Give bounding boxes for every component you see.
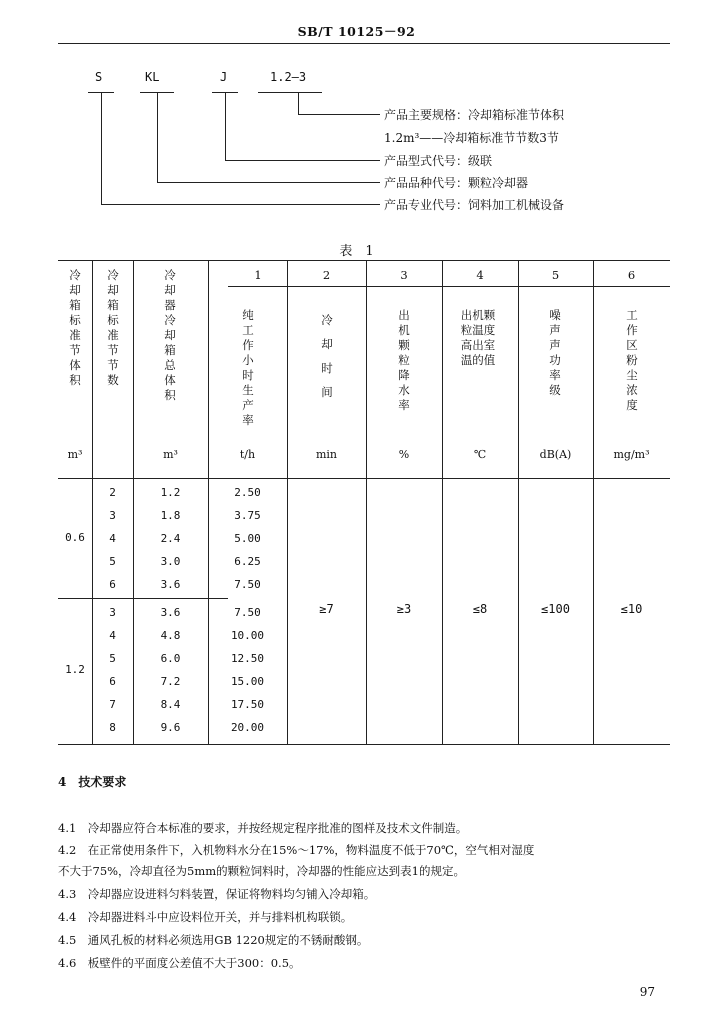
- paragraph-4-1: 4.1 冷却器应符合本标准的要求，并按经规定程序批准的图样及技术文件制造。: [58, 821, 468, 835]
- table-row: 3.6: [160, 606, 181, 619]
- table-row: 1.8: [160, 509, 181, 522]
- table-bottom-rule: [58, 744, 670, 745]
- table-row: 2.50: [234, 486, 261, 499]
- col-rule-3: [208, 260, 209, 744]
- header-rule: [58, 43, 670, 44]
- table-row: 4: [109, 629, 116, 642]
- col-rule-1: [92, 260, 93, 744]
- tick-spec: [258, 92, 322, 93]
- leader-spec-h: [298, 114, 380, 115]
- leader-kl-h: [157, 182, 380, 183]
- table-row: 6.25: [234, 555, 261, 568]
- col-rule-4: [287, 260, 288, 744]
- code-part-j: J: [220, 70, 228, 84]
- header-moisture-drop: 出机颗粒降水率: [398, 308, 410, 412]
- table-row: 7.50: [234, 606, 261, 619]
- table-row: 12.50: [230, 652, 265, 665]
- table-row: 15.00: [230, 675, 265, 688]
- limit-moisture-drop: ≥3: [396, 602, 412, 616]
- header-noise-level: 噪声声功率级: [549, 308, 561, 397]
- unit-col-8: dB(A): [539, 448, 572, 461]
- performance-table: [58, 260, 670, 744]
- header-temp-above-room: 出机颗粒温度高出室温的值: [460, 308, 496, 367]
- group-volume-0-6: 0.6: [65, 531, 85, 544]
- code-part-spec: 1.2—3: [270, 70, 307, 84]
- unit-col-5: min: [315, 448, 338, 461]
- unit-col-1: m³: [67, 448, 83, 461]
- table-row: 7: [109, 698, 116, 711]
- table-row: 2: [109, 486, 116, 499]
- col-rule-5: [366, 260, 367, 744]
- table-row: 17.50: [230, 698, 265, 711]
- leader-s-v: [101, 92, 102, 204]
- desc-specialty-code: 产品专业代号：饲料加工机械设备: [384, 198, 565, 212]
- col-rule-7: [518, 260, 519, 744]
- table-row: 6: [109, 675, 116, 688]
- col-rule-8: [593, 260, 594, 744]
- table-row: 3: [109, 509, 116, 522]
- table-top-rule: [58, 260, 670, 261]
- unit-col-3: m³: [163, 448, 178, 461]
- table-row: 7.50: [234, 578, 261, 591]
- col-number-1: 1: [254, 268, 262, 282]
- table-row: 5.00: [234, 532, 261, 545]
- page-number: 97: [639, 985, 655, 999]
- header-production-rate: 纯工作小时生产率: [242, 308, 254, 427]
- code-part-s: S: [95, 70, 103, 84]
- table-row: 20.00: [230, 721, 265, 734]
- table-row: 10.00: [230, 629, 265, 642]
- table-row: 8: [109, 721, 116, 734]
- table-row: 9.6: [160, 721, 181, 734]
- leader-j-h: [225, 160, 380, 161]
- paragraph-4-6: 4.6 板壁件的平面度公差值不大于300：0.5。: [58, 956, 301, 970]
- col-number-4: 4: [476, 268, 484, 282]
- paragraph-4-2: 4.2 在正常使用条件下，入机物料水分在15%～17%，物料温度不低于70℃，空气相对湿度: [58, 843, 535, 857]
- limit-noise: ≤100: [541, 602, 570, 616]
- desc-main-spec: 产品主要规格：冷却箱标准节体积: [384, 108, 565, 122]
- desc-variety-code: 产品品种代号：颗粒冷却器: [384, 176, 529, 190]
- limit-temp-rise: ≤8: [472, 602, 488, 616]
- standard-header: SB/T 10125－92: [297, 24, 416, 39]
- section-title: 4 技术要求: [58, 775, 127, 789]
- paragraph-4-3: 4.3 冷却器应设进料匀料装置，保证将物料均匀铺入冷却箱。: [58, 887, 376, 901]
- leader-spec-v: [298, 92, 299, 114]
- table-row: 3: [109, 606, 116, 619]
- group-volume-1-2: 1.2: [65, 663, 85, 676]
- col-number-5: 5: [551, 268, 560, 282]
- header-bottom-rule: [58, 478, 670, 479]
- paragraph-4-2-cont: 不大于75%，冷却直径为5mm的颗粒饲料时，冷却器的性能应达到表1的规定。: [58, 864, 465, 878]
- table-row: 7.2: [160, 675, 181, 688]
- col-number-2: 2: [322, 268, 331, 282]
- table-row: 3.75: [234, 509, 261, 522]
- col-rule-2: [133, 260, 134, 744]
- unit-col-9: mg/m³: [613, 448, 650, 461]
- table-row: 3.6: [160, 578, 181, 591]
- group-divider-rule: [58, 598, 228, 599]
- table-caption: 表 1: [339, 244, 374, 259]
- col-rule-6: [442, 260, 443, 744]
- header-section-count: 冷却箱标准节节数: [107, 268, 119, 387]
- limit-cooling-time: ≥7: [319, 602, 334, 616]
- table-row: 6: [109, 578, 116, 591]
- table-row: 1.2: [160, 486, 181, 499]
- table-row: 5: [109, 555, 116, 568]
- table-row: 3.0: [160, 555, 181, 568]
- header-volume-per-section: 冷却箱标准节体积: [69, 268, 81, 387]
- header-dust-concentration: 工作区粉尘浓度: [626, 308, 638, 412]
- col-number-6: 6: [627, 268, 636, 282]
- limit-dust: ≤10: [620, 602, 643, 616]
- paragraph-4-5: 4.5 通风孔板的材料必须选用GB 1220规定的不锈耐酸钢。: [58, 933, 369, 947]
- unit-col-4: t/h: [239, 448, 256, 461]
- code-part-kl: KL: [145, 70, 160, 84]
- paragraph-4-4: 4.4 冷却器进料斗中应设料位开关，并与排料机构联锁。: [58, 910, 353, 924]
- leader-j-v: [225, 92, 226, 160]
- unit-col-7: ℃: [473, 448, 487, 461]
- desc-spec-example: 1.2m³——冷却箱标准节节数3节: [384, 131, 559, 145]
- col-number-3: 3: [400, 268, 408, 282]
- table-row: 6.0: [160, 652, 181, 665]
- leader-kl-v: [157, 92, 158, 182]
- header-cooling-time: 冷却时间: [321, 313, 333, 399]
- header-total-volume: 冷却器冷却箱总体积: [164, 268, 176, 402]
- unit-col-6: %: [398, 448, 410, 461]
- table-row: 8.4: [160, 698, 181, 711]
- table-row: 5: [109, 652, 116, 665]
- desc-type-code: 产品型式代号：级联: [384, 154, 493, 168]
- table-row: 4.8: [160, 629, 181, 642]
- table-row: 2.4: [160, 532, 181, 545]
- colnum-rule: [228, 286, 670, 287]
- leader-s-h: [101, 204, 380, 205]
- table-row: 4: [109, 532, 116, 545]
